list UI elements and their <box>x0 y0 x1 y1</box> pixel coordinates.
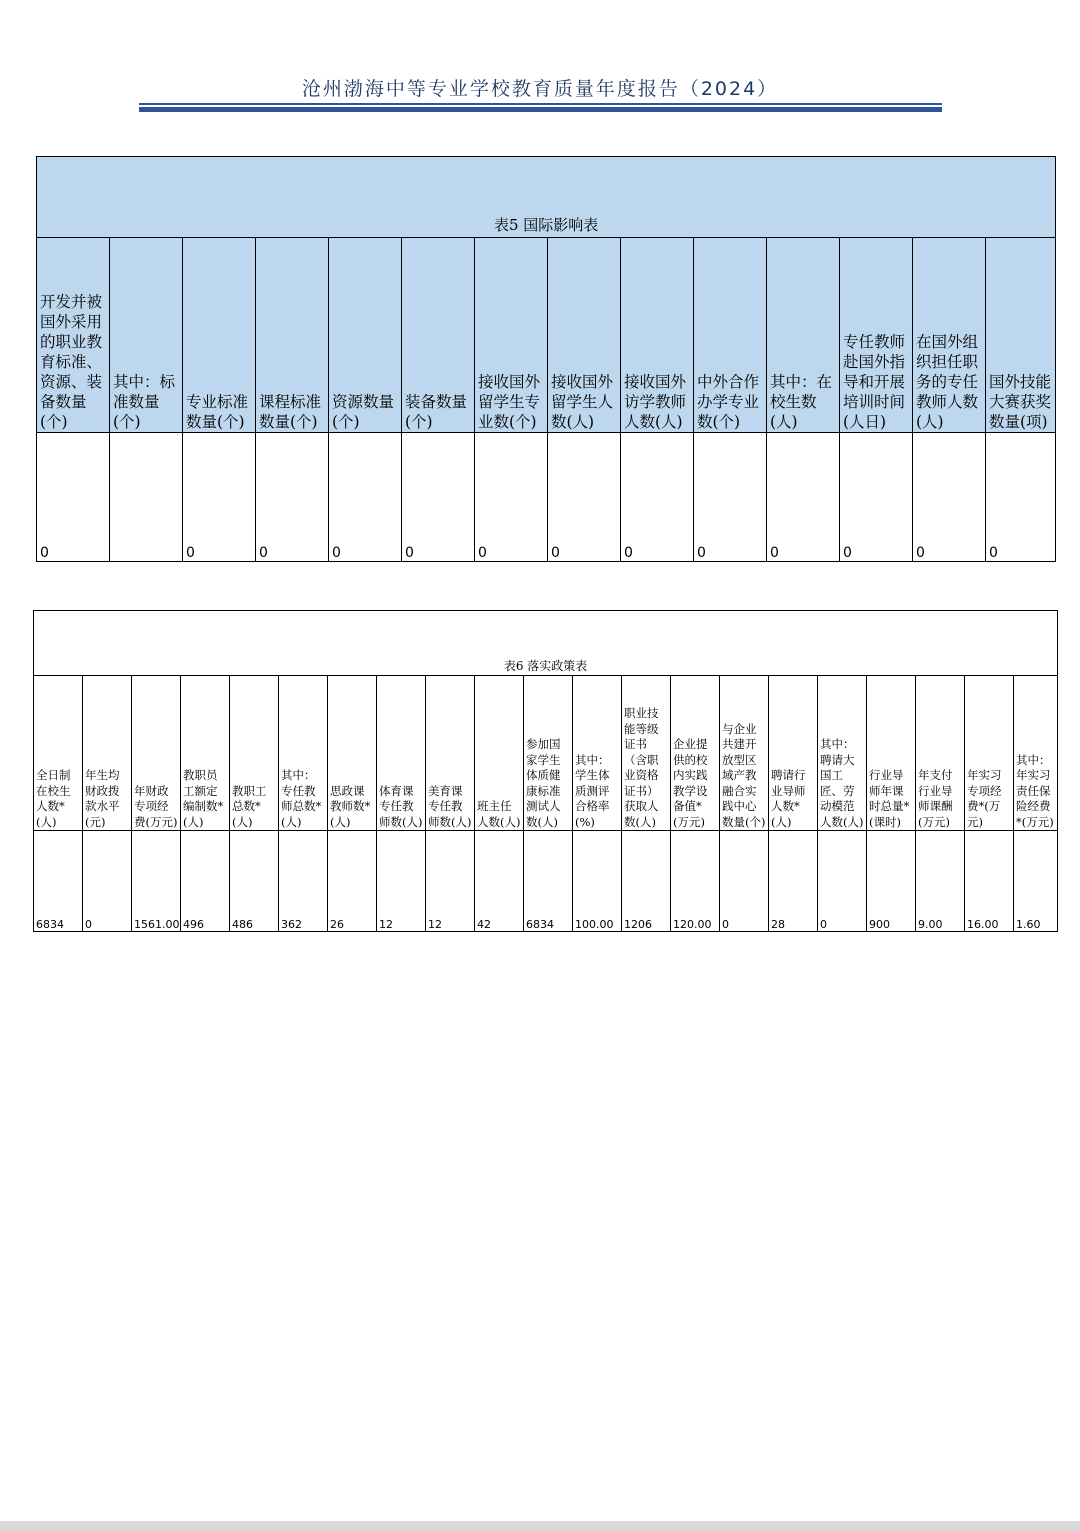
table5-header-cell: 装备数量(个) <box>402 238 475 433</box>
table6-header-cell: 其中：学生体质测评合格率(%) <box>573 676 622 831</box>
table5-value-cell: 0 <box>183 433 256 562</box>
table5-value-cell: 0 <box>37 433 110 562</box>
table6-value-cell: 9.00 <box>916 831 965 932</box>
table5-header-cell: 其中：在校生数(人) <box>767 238 840 433</box>
table5-value-cell: 0 <box>694 433 767 562</box>
table5-value-cell: 0 <box>913 433 986 562</box>
table6-value-cell: 42 <box>475 831 524 932</box>
table5-header-cell: 开发并被国外采用的职业教育标准、资源、装备数量(个) <box>37 238 110 433</box>
table5-value-cell <box>110 433 183 562</box>
table6-header-cell: 教职员工额定编制数*(人) <box>181 676 230 831</box>
table6-header-cell: 行业导师年课时总量*(课时) <box>867 676 916 831</box>
table6-header-cell: 美育课专任教师数(人) <box>426 676 475 831</box>
table5-header-cell: 专业标准数量(个) <box>183 238 256 433</box>
table5-header-cell: 接收国外留学生专业数(个) <box>475 238 548 433</box>
table6-header-cell: 班主任人数(人) <box>475 676 524 831</box>
table6-header-cell: 年生均财政拨款水平(元) <box>83 676 132 831</box>
table6-value-cell: 12 <box>377 831 426 932</box>
table6-header-cell: 其中：专任教师总数*(人) <box>279 676 328 831</box>
policy-implementation-table <box>33 610 1058 932</box>
table6-value-cell: 100.00 <box>573 831 622 932</box>
table6-value-cell: 16.00 <box>965 831 1014 932</box>
table6-header-cell: 年实习专项经费*(万元) <box>965 676 1014 831</box>
table6-value-cell: 26 <box>328 831 377 932</box>
table6-header-cell: 与企业共建开放型区域产教融合实践中心数量(个) <box>720 676 769 831</box>
table5-header-cell: 课程标准数量(个) <box>256 238 329 433</box>
table5-value-cell: 0 <box>256 433 329 562</box>
table5-value-cell: 0 <box>767 433 840 562</box>
table6-value-cell: 120.00 <box>671 831 720 932</box>
table6-value-cell: 0 <box>720 831 769 932</box>
table6-header-cell: 参加国家学生体质健康标准测试人数(人) <box>524 676 573 831</box>
table6-header-cell: 企业提供的校内实践教学设备值*(万元) <box>671 676 720 831</box>
table6-value-cell: 1.60 <box>1014 831 1058 932</box>
table6-header-cell: 职业技能等级证书（含职业资格证书）获取人数(人) <box>622 676 671 831</box>
table6-caption: 表6 落实政策表 <box>34 611 1058 676</box>
table5-value-cell: 0 <box>548 433 621 562</box>
table6-value-cell: 496 <box>181 831 230 932</box>
table6-value-cell: 1206 <box>622 831 671 932</box>
bottom-scroll-strip <box>0 1521 1080 1531</box>
table6-header-cell: 年财政专项经费(万元) <box>132 676 181 831</box>
table5-value-cell: 0 <box>402 433 475 562</box>
table5-value-cell: 0 <box>475 433 548 562</box>
table5-header-cell: 中外合作办学专业数(个) <box>694 238 767 433</box>
table5-header-cell: 接收国外访学教师人数(人) <box>621 238 694 433</box>
table6-value-cell: 486 <box>230 831 279 932</box>
table6-value-cell: 900 <box>867 831 916 932</box>
table5-header-cell: 接收国外留学生人数(人) <box>548 238 621 433</box>
table5-caption: 表5 国际影响表 <box>37 157 1056 238</box>
table6-header-cell: 教职工总数*(人) <box>230 676 279 831</box>
table5-value-cell: 0 <box>329 433 402 562</box>
table6-header-cell: 其中：聘请大国工匠、劳动模范人数(人) <box>818 676 867 831</box>
table6-header-cell: 年支付行业导师课酬(万元) <box>916 676 965 831</box>
table5-header-cell: 在国外组织担任职务的专任教师人数(人) <box>913 238 986 433</box>
table6-value-cell: 0 <box>83 831 132 932</box>
table5-value-cell: 0 <box>621 433 694 562</box>
table6-value-cell: 12 <box>426 831 475 932</box>
table6-value-cell: 0 <box>818 831 867 932</box>
table5-header-cell: 专任教师赴国外指导和开展培训时间(人日) <box>840 238 913 433</box>
table5-value-cell: 0 <box>840 433 913 562</box>
table6-header-cell: 全日制在校生人数*(人) <box>34 676 83 831</box>
table6-value-cell: 6834 <box>34 831 83 932</box>
table5-header-cell: 其中：标准数量(个) <box>110 238 183 433</box>
table6-value-cell: 28 <box>769 831 818 932</box>
title-divider-thin <box>139 103 942 105</box>
table6-value-cell: 1561.00 <box>132 831 181 932</box>
page-title: 沧州渤海中等专业学校教育质量年度报告（2024） <box>301 78 779 100</box>
title-divider-thick <box>139 107 942 112</box>
table5-value-cell: 0 <box>986 433 1056 562</box>
table5-header-cell: 资源数量(个) <box>329 238 402 433</box>
table6-value-cell: 6834 <box>524 831 573 932</box>
table6-value-cell: 362 <box>279 831 328 932</box>
table6-header-cell: 其中：年实习责任保险经费*(万元) <box>1014 676 1058 831</box>
table6-header-cell: 聘请行业导师人数*(人) <box>769 676 818 831</box>
table6-header-cell: 体育课专任教师数(人) <box>377 676 426 831</box>
table6-header-cell: 思政课教师数*(人) <box>328 676 377 831</box>
international-influence-table <box>36 156 1056 562</box>
table5-header-cell: 国外技能大赛获奖数量(项) <box>986 238 1056 433</box>
